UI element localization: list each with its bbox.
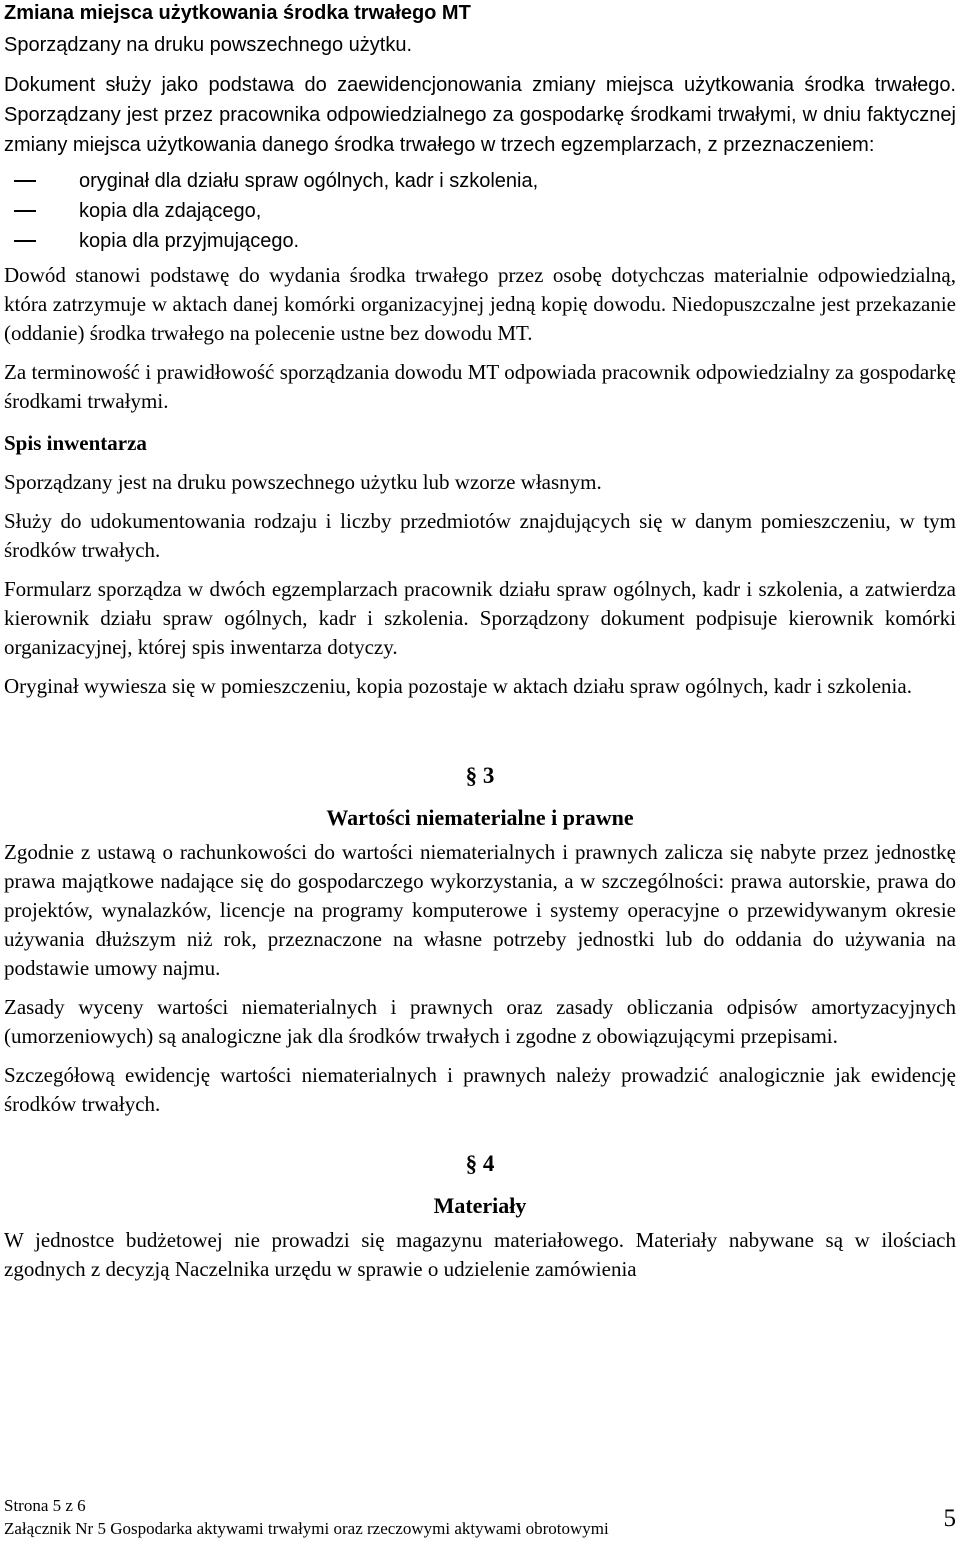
- section-3-paragraph-1: Zgodnie z ustawą o rachunkowości do wartości niematerialnych i prawnych zalicza się nabyte przez jednostkę prawa majątkowe nadające się do gospodarczego wykorzystania, a w szczególności: prawa autorskie, prawa do projektów, wynalazków, licencje na programy komputerowe i systemy operacyjne o przewidywanym okresie używania dłuższym niż rok, przeznaczone na własne potrzeby jednostki lub do oddania do używania na podstawie umowy najmu.: [4, 840, 956, 980]
- spis-paragraph-1: Sporządzany jest na druku powszechnego użytku lub wzorze własnym.: [4, 470, 602, 494]
- dash-icon: [14, 180, 36, 182]
- section-4-mark: § 4: [465, 1151, 495, 1176]
- section-3-heading: Wartości niematerialne i prawne: [326, 805, 634, 830]
- spis-paragraph-3: Formularz sporządza w dwóch egzemplarzach pracownik działu spraw ogólnych, kadr i szkolenia, a zatwierdza kierownik działu spraw ogólnych, kadr i szkolenia. Sporządzony dokument podpisuje kierownik komórki organizacyjnej, której spis inwentarza dotyczy.: [4, 577, 956, 659]
- section-4-heading: Materiały: [433, 1193, 527, 1218]
- mt-paragraph-1: Sporządzany na druku powszechnego użytku.: [4, 34, 413, 56]
- page-footer: [4, 1494, 956, 1540]
- mt-paragraph-4: Za terminowość i prawidłowość sporządzania dowodu MT odpowiada pracownik odpowiedzialny za gospodarkę środkami trwałymi.: [4, 360, 956, 413]
- mt-paragraph-2: Dokument służy jako podstawa do zaewidencjonowania zmiany miejsca użytkowania środka trwałego. Sporządzany jest przez pracownika odpowiedzialnego za gospodarkę środkami trwałymi, w dniu faktycznej zmiany miejsca użytkowania danego środka trwałego w trzech egzemplarzach, z przeznaczeniem:: [4, 74, 956, 156]
- dash-icon: [14, 210, 36, 212]
- list-item: kopia dla zdającego,: [4, 196, 956, 226]
- mt-paragraph-3: Dowód stanowi podstawę do wydania środka trwałego przez osobę dotychczas materialnie odpowiedzialną, która zatrzymuje w aktach danej komórki organizacyjnej jedną kopię dowodu. Niedopuszczalne jest przekazanie (oddanie) środka trwałego na polecenie ustne bez dowodu MT.: [4, 263, 956, 345]
- section-4-paragraph-1: W jednostce budżetowej nie prowadzi się magazynu materiałowego. Materiały nabywane są w ilościach zgodnych z decyzją Naczelnika urzędu w sprawie o udzielenie zamówienia: [4, 1228, 956, 1281]
- section-title-mt: Zmiana miejsca użytkowania środka trwałego MT: [4, 2, 471, 24]
- document-page: [4, 0, 956, 1284]
- footer-page-number: 5: [943, 1505, 956, 1532]
- list-item: oryginał dla działu spraw ogólnych, kadr i szkolenia,: [4, 166, 956, 196]
- spis-paragraph-2: Służy do udokumentowania rodzaju i liczby przedmiotów znajdujących się w danym pomieszczeniu, w tym środków trwałych.: [4, 509, 956, 562]
- footer-page-label: Strona 5 z 6: [4, 1496, 86, 1515]
- mt-copies-list: [4, 166, 956, 256]
- footer-text: [4, 1494, 609, 1540]
- dash-icon: [14, 240, 36, 242]
- footer-attachment: Załącznik Nr 5 Gospodarka aktywami trwałymi oraz rzeczowymi aktywami obrotowymi: [4, 1519, 609, 1538]
- spis-paragraph-4: Oryginał wywiesza się w pomieszczeniu, kopia pozostaje w aktach działu spraw ogólnych, kadr i szkolenia.: [4, 674, 912, 698]
- section-3-mark: § 3: [465, 763, 495, 788]
- list-item: kopia dla przyjmującego.: [4, 226, 956, 256]
- section-3-paragraph-2: Zasady wyceny wartości niematerialnych i prawnych oraz zasady obliczania odpisów amortyzacyjnych (umorzeniowych) są analogiczne jak dla środków trwałych i zgodne z obowiązującymi przepisami.: [4, 995, 956, 1048]
- section-3-paragraph-3: Szczegółową ewidencję wartości niematerialnych i prawnych należy prowadzić analogicznie jak ewidencję środków trwałych.: [4, 1063, 956, 1116]
- section-title-spis: Spis inwentarza: [4, 431, 147, 455]
